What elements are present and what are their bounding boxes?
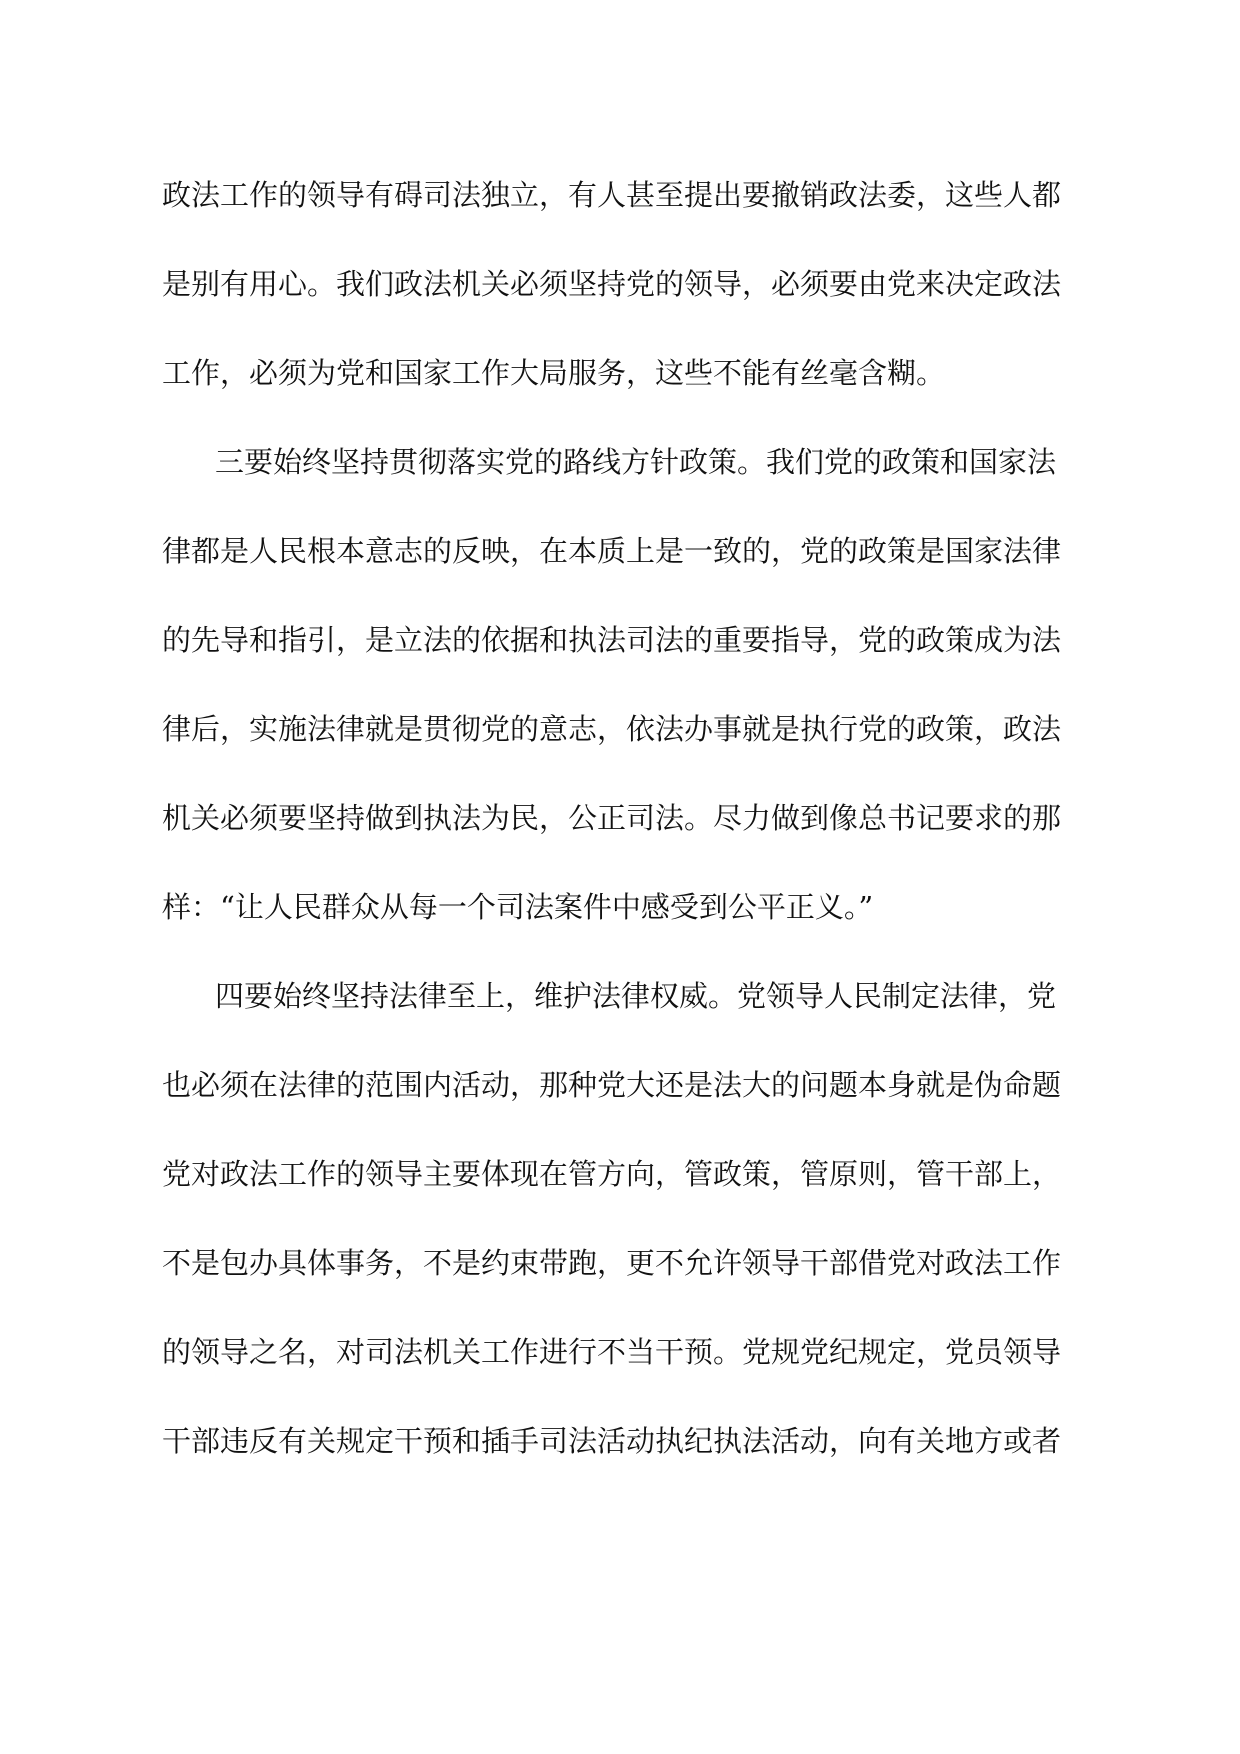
text-line-14: 的领导之名，对司法机关工作进行不当干预。党规党纪规定，党员领导 xyxy=(162,1335,1062,1369)
text-line-15: 干部违反有关规定干预和插手司法活动执纪执法活动，向有关地方或者 xyxy=(162,1424,1062,1458)
paragraph-4-start: 四要始终坚持法律至上，维护法律权威。党领导人民制定法律，党 xyxy=(215,979,1057,1013)
text-line-8: 机关必须要坚持做到执法为民，公正司法。尽力做到像总书记要求的那 xyxy=(162,801,1062,835)
text-line-11: 也必须在法律的范围内活动，那种党大还是法大的问题本身就是伪命题 xyxy=(162,1068,1062,1102)
text-line-3: 工作，必须为党和国家工作大局服务，这些不能有丝毫含糊。 xyxy=(162,356,946,390)
text-line-9: 样：“让人民群众从每一个司法案件中感受到公平正义。” xyxy=(162,890,874,924)
text-line-13: 不是包办具体事务，不是约束带跑，更不允许领导干部借党对政法工作 xyxy=(162,1246,1062,1280)
text-line-12: 党对政法工作的领导主要体现在管方向，管政策，管原则，管干部上， xyxy=(162,1157,1062,1191)
text-line-2: 是别有用心。我们政法机关必须坚持党的领导，必须要由党来决定政法 xyxy=(162,267,1062,301)
text-line-7: 律后，实施法律就是贯彻党的意志，依法办事就是执行党的政策，政法 xyxy=(162,712,1062,746)
text-line-6: 的先导和指引，是立法的依据和执法司法的重要指导，党的政策成为法 xyxy=(162,623,1062,657)
paragraph-3-start: 三要始终坚持贯彻落实党的路线方针政策。我们党的政策和国家法 xyxy=(215,445,1057,479)
text-line-1: 政法工作的领导有碍司法独立，有人甚至提出要撤销政法委，这些人都 xyxy=(162,178,1062,212)
text-line-5: 律都是人民根本意志的反映，在本质上是一致的，党的政策是国家法律 xyxy=(162,534,1062,568)
